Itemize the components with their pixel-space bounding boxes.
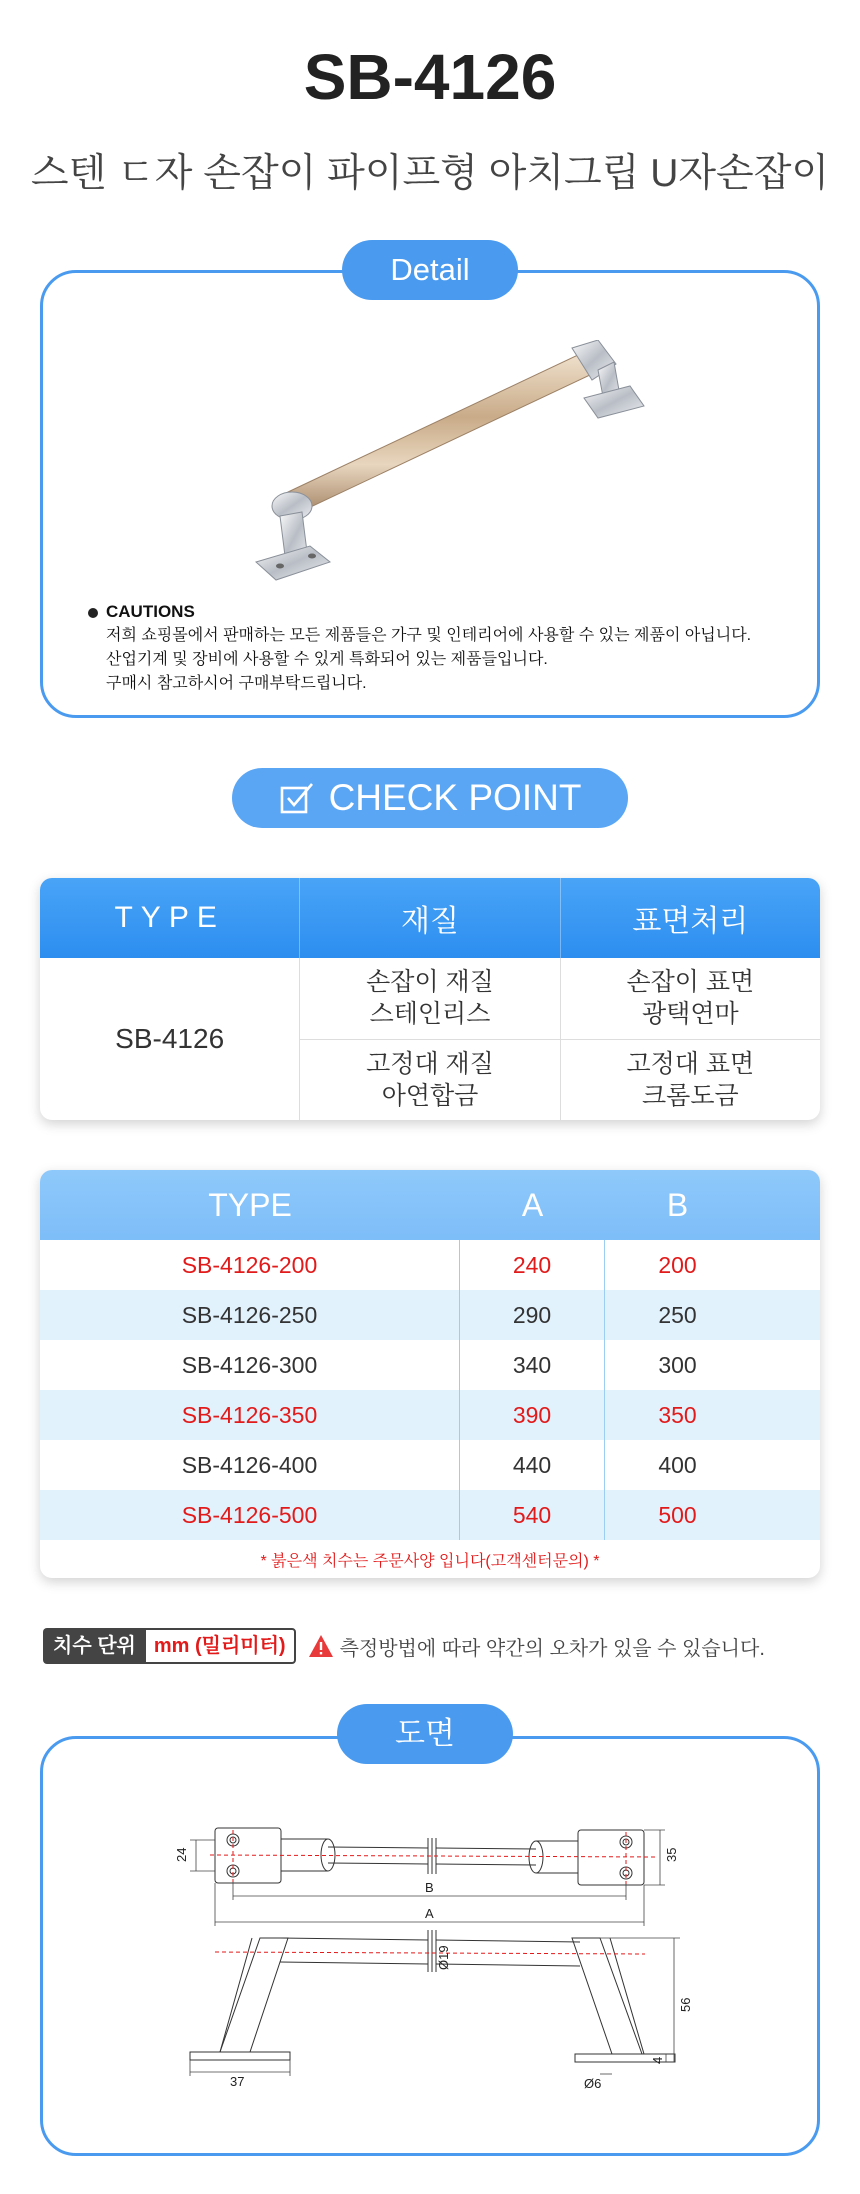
drawing-pill: 도면 <box>337 1704 513 1764</box>
size-b-cell: 250 <box>658 1301 697 1328</box>
spec-table-header <box>40 878 820 958</box>
size-table-header <box>40 1170 820 1240</box>
surface-title: 고정대 표면 <box>626 1049 755 1078</box>
spec-material-col <box>300 958 560 1120</box>
spec-type-cell: SB-4126 <box>40 958 300 1120</box>
size-table-row <box>40 1240 820 1290</box>
material-title: 손잡이 재질 <box>366 968 494 997</box>
product-image <box>220 340 660 590</box>
size-a-cell: 290 <box>460 1290 605 1340</box>
dim-right-height: 35 <box>664 1847 679 1862</box>
size-type-cell: SB-4126-250 <box>40 1290 460 1340</box>
left-base <box>256 546 330 580</box>
cautions-block <box>88 600 788 696</box>
caution-line: 산업기계 및 장비에 사용할 수 있게 특화되어 있는 제품들입니다. <box>106 651 548 668</box>
size-b-cell: 200 <box>658 1251 697 1278</box>
units-value: mm (밀리미터) <box>144 1628 296 1664</box>
detail-pill: Detail <box>342 240 518 300</box>
product-subtitle: 스텐 ㄷ자 손잡이 파이프형 아치그립 U자손잡이 <box>30 152 830 195</box>
size-type-cell: SB-4126-350 <box>40 1390 460 1440</box>
size-a-cell: 240 <box>460 1240 605 1290</box>
dim-a: A <box>425 1906 434 1921</box>
surface-title: 손잡이 표면 <box>626 968 755 997</box>
size-header-a: A <box>521 1186 544 1223</box>
checkpoint-label: CHECK POINT <box>328 777 582 818</box>
size-b-cell: 400 <box>658 1451 697 1478</box>
size-type-cell: SB-4126-300 <box>40 1340 460 1390</box>
size-table-row <box>40 1490 820 1540</box>
dim-base: 37 <box>230 2074 245 2089</box>
spec-header-material: 재질 <box>300 878 560 958</box>
surface-value: 광택연마 <box>642 1000 739 1029</box>
technical-drawing <box>160 1820 700 2090</box>
size-type-cell: SB-4126-500 <box>40 1490 460 1540</box>
caution-line: 저희 쇼핑몰에서 판매하는 모든 제품들은 가구 및 인테리어에 사용할 수 있는 제품이 아닙니다. <box>106 627 752 644</box>
size-table-row <box>40 1440 820 1490</box>
size-type-cell: SB-4126-400 <box>40 1440 460 1490</box>
size-a-cell: 340 <box>460 1340 605 1390</box>
warning-icon <box>308 1634 334 1658</box>
material-value: 아연합금 <box>381 1081 479 1110</box>
checkpoint-banner <box>232 768 628 828</box>
size-header-type: TYPE <box>208 1186 292 1223</box>
measurement-warning: 측정방법에 따라 약간의 오차가 있을 수 있습니다. <box>339 1637 765 1660</box>
size-header-b: B <box>666 1186 689 1223</box>
size-b-cell: 500 <box>658 1501 697 1528</box>
size-table-body <box>40 1240 820 1540</box>
size-a-cell: 440 <box>460 1440 605 1490</box>
dim-height: 56 <box>678 1997 693 2012</box>
units-bar <box>43 1628 765 1664</box>
size-table-row <box>40 1340 820 1390</box>
caution-line: 구매시 참고하시어 구매부탁드립니다. <box>106 675 367 692</box>
spec-header-type: TYPE <box>40 878 300 958</box>
order-spec-note: * 붉은색 치수는 주문사양 입니다(고객센터문의) * <box>260 1552 600 1570</box>
size-b-cell: 300 <box>658 1351 697 1378</box>
handle-pipe <box>288 354 592 512</box>
dim-diameter: Ø19 <box>436 1945 451 1970</box>
size-table-row <box>40 1390 820 1440</box>
material-value: 스테인리스 <box>369 1000 491 1029</box>
size-table <box>40 1170 820 1578</box>
size-b-cell: 350 <box>658 1401 697 1428</box>
product-title: SB-4126 <box>303 41 557 113</box>
units-label: 치수 단위 <box>43 1628 144 1664</box>
surface-value: 크롬도금 <box>642 1081 739 1110</box>
right-base <box>584 386 644 418</box>
spec-table <box>40 878 820 1120</box>
material-title: 고정대 재질 <box>366 1049 494 1078</box>
bullet-icon <box>88 608 98 618</box>
size-a-cell: 540 <box>460 1490 605 1540</box>
cautions-title: CAUTIONS <box>106 602 195 621</box>
dim-hole: Ø6 <box>584 2076 602 2090</box>
spec-header-surface: 표면처리 <box>632 905 749 938</box>
dim-left-height: 24 <box>174 1847 189 1862</box>
checkbox-icon <box>279 781 315 815</box>
size-type-cell: SB-4126-200 <box>40 1240 460 1290</box>
dim-b: B <box>425 1880 434 1895</box>
size-a-cell: 390 <box>460 1390 605 1440</box>
spec-surface-col <box>561 958 820 1120</box>
dim-small: 4 <box>650 2056 665 2064</box>
size-table-row <box>40 1290 820 1340</box>
